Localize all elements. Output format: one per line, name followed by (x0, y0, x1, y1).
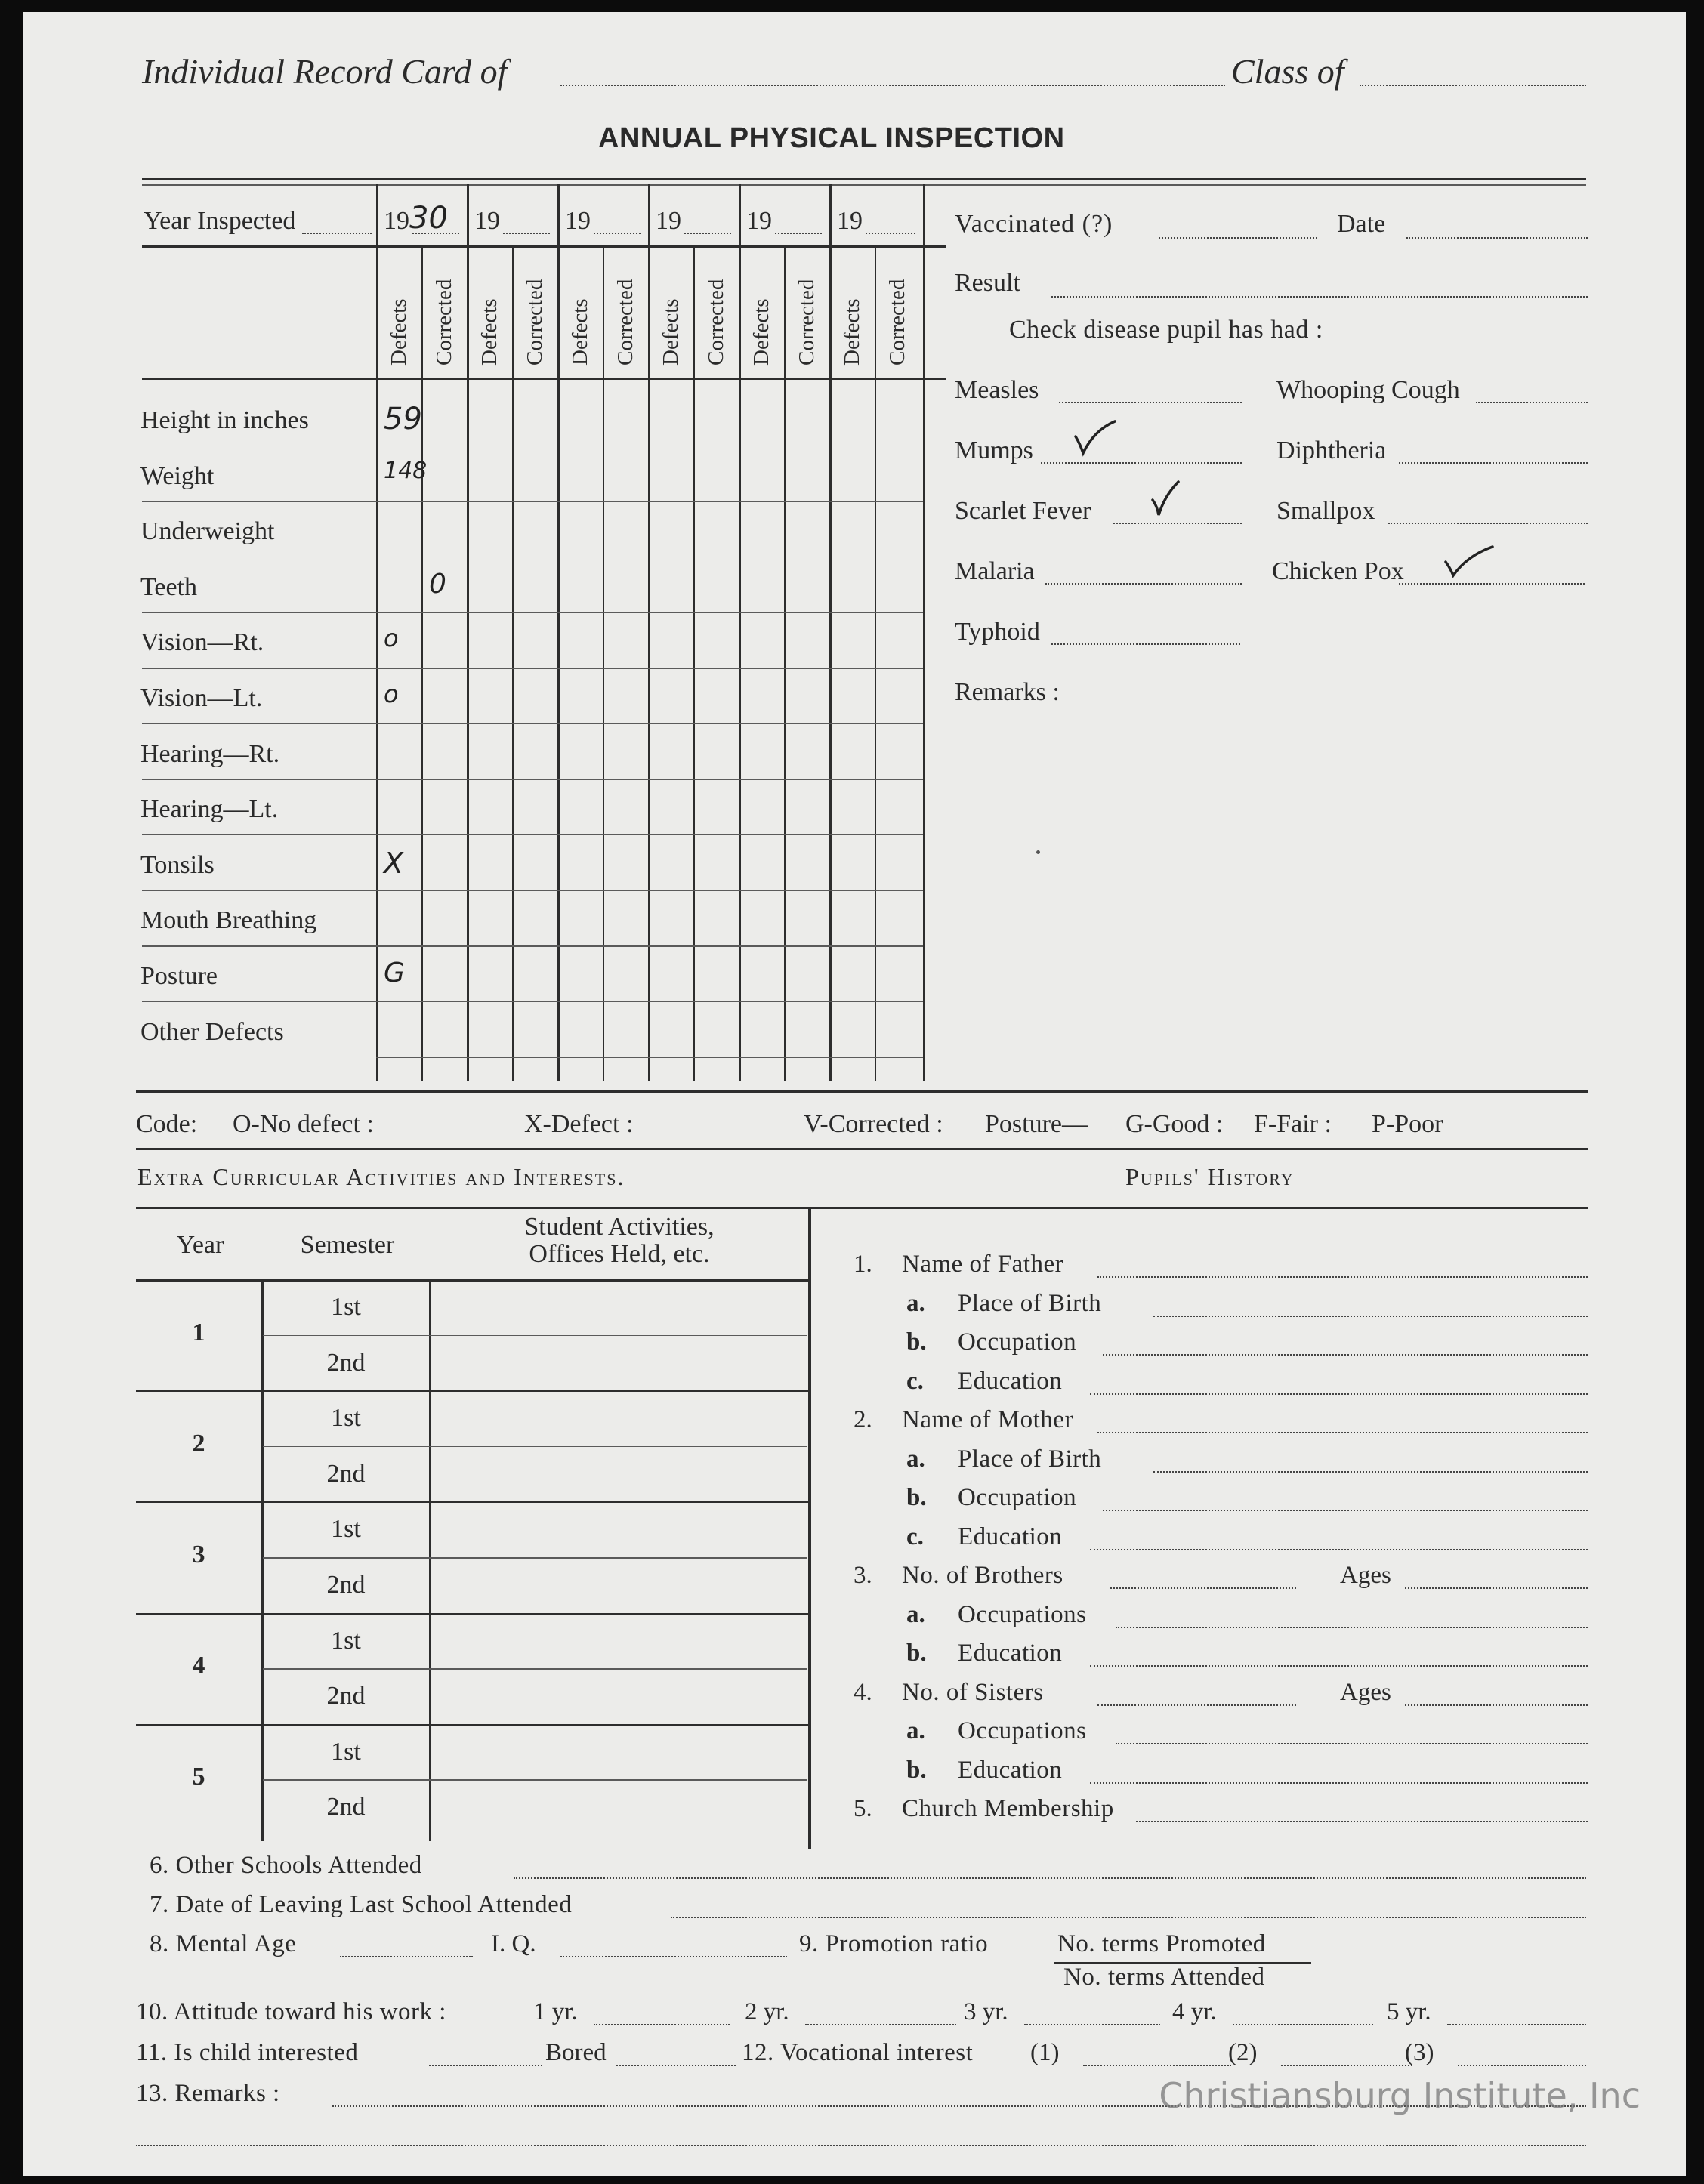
history-item-label: Occupation (958, 1328, 1077, 1356)
history-item-number: b. (906, 1484, 927, 1511)
semester-cell: 1st (331, 1626, 361, 1655)
activity-cell[interactable] (431, 1337, 807, 1390)
entry-teeth: 0 (429, 568, 446, 600)
semester-cell: 2nd (326, 1459, 366, 1488)
history-item-number: b. (906, 1640, 927, 1667)
history-item-number: 4. (854, 1678, 872, 1706)
year-2-cell: 2 (192, 1429, 205, 1458)
row-label-12: Other Defects (140, 1017, 284, 1046)
activities-column-header-2: Offices Held, etc. (529, 1240, 710, 1268)
history-item-label: Name of Father (902, 1251, 1064, 1278)
semester-cell: 1st (331, 1737, 361, 1766)
class-label: Class of (1231, 52, 1344, 91)
code-poor: P-Poor (1372, 1110, 1443, 1138)
watermark: Christiansburg Institute, Inc (1159, 2075, 1641, 2116)
year-column-header: Year (176, 1231, 224, 1259)
entry-height: 59 (384, 402, 422, 436)
q7-label: 7. Date of Leaving Last School Attended (150, 1891, 573, 1918)
semester-cell: 2nd (326, 1793, 366, 1822)
row-label-8: Hearing—Lt. (140, 795, 279, 824)
name-line[interactable] (560, 85, 1225, 86)
history-item-label: No. of Brothers (902, 1562, 1063, 1589)
history-item-line[interactable] (1136, 1821, 1588, 1822)
history-item-number: a. (906, 1717, 925, 1744)
chicken-pox-check-mark (1443, 545, 1496, 583)
year-1-cell: 1 (192, 1318, 205, 1346)
history-item-label: Education (958, 1367, 1063, 1395)
q11-label: 11. Is child interested (136, 2039, 359, 2066)
row-label-9: Tonsils (140, 850, 215, 879)
history-item-number: 2. (854, 1406, 872, 1433)
record-card (23, 12, 1686, 2176)
history-item-label: No. of Sisters (902, 1678, 1044, 1706)
attitude-yr5-label: 5 yr. (1387, 1998, 1431, 2025)
promotion-numerator: No. terms Promoted (1057, 1930, 1266, 1957)
remarks-line-2[interactable] (136, 2145, 1586, 2146)
vaccinated-line[interactable] (1159, 237, 1317, 239)
history-item-number: a. (906, 1600, 925, 1628)
q12-label: 12. Vocational interest (742, 2039, 974, 2066)
diphtheria-label: Diphtheria (1276, 436, 1387, 464)
history-item-label: Place of Birth (958, 1289, 1102, 1317)
attitude-yr5-line[interactable] (1447, 2024, 1586, 2025)
code-no-defect: O-No defect : (233, 1110, 374, 1138)
year-2-line[interactable] (503, 233, 550, 234)
row-label-3: Underweight (140, 517, 275, 546)
attitude-yr1-line[interactable] (594, 2024, 730, 2025)
history-item-label: Place of Birth (958, 1445, 1102, 1473)
defects-header-4: Defects (659, 298, 683, 366)
defects-header-2: Defects (477, 298, 502, 366)
code-corrected: V-Corrected : (804, 1110, 943, 1138)
history-item-label: Occupations (958, 1717, 1087, 1744)
extra-curricular-title: Extra Curricular Activities and Interests. (137, 1163, 625, 1190)
vocational-3-label: (3) (1405, 2039, 1434, 2066)
year-5-line[interactable] (775, 233, 822, 234)
code-good: G-Good : (1125, 1110, 1224, 1138)
attitude-yr1-label: 1 yr. (533, 1998, 578, 2025)
code-fair: F-Fair : (1254, 1110, 1332, 1138)
year-column-4: 19 (656, 207, 681, 235)
activity-cell[interactable] (431, 1503, 807, 1556)
year-column-3: 19 (565, 207, 591, 235)
attitude-yr2-label: 2 yr. (745, 1998, 789, 2025)
chicken-pox-label: Chicken Pox (1272, 557, 1404, 585)
history-item-label: Education (958, 1756, 1063, 1784)
row-label-5: Vision—Rt. (140, 628, 264, 657)
vocational-2-label: (2) (1228, 2039, 1258, 2066)
ages-line[interactable] (1405, 1704, 1588, 1706)
q9-label: 9. Promotion ratio (799, 1930, 989, 1957)
q10-label: 10. Attitude toward his work : (136, 1998, 446, 2025)
row-label-2: Weight (140, 461, 215, 490)
defects-header-1: Defects (387, 298, 411, 366)
history-item-label: Education (958, 1640, 1063, 1667)
semester-cell: 1st (331, 1293, 361, 1321)
history-item-number: a. (906, 1445, 925, 1473)
row-label-10: Mouth Breathing (140, 906, 317, 935)
mumps-check-mark (1073, 420, 1118, 458)
bored-label: Bored (545, 2039, 607, 2066)
vocational-1-label: (1) (1030, 2039, 1060, 2066)
activity-cell[interactable] (431, 1781, 807, 1834)
defects-header-5: Defects (749, 298, 773, 366)
history-item-line[interactable] (1103, 1510, 1588, 1511)
row-label-7: Hearing—Rt. (140, 739, 280, 768)
date-label: Date (1337, 210, 1386, 238)
attitude-yr3-line[interactable] (1024, 2024, 1160, 2025)
history-item-line[interactable] (1153, 1471, 1588, 1473)
check-disease-label: Check disease pupil has had : (1009, 316, 1323, 344)
q7-line[interactable] (671, 1917, 1586, 1918)
history-item-label: Occupation (958, 1484, 1077, 1511)
malaria-label: Malaria (955, 557, 1035, 585)
ages-label: Ages (1340, 1562, 1391, 1589)
interested-line[interactable] (429, 2065, 542, 2066)
q6-line[interactable] (514, 1877, 1586, 1879)
whooping-cough-label: Whooping Cough (1276, 376, 1460, 404)
history-item-number: b. (906, 1328, 927, 1356)
year-column-1: 19 (384, 207, 409, 235)
corrected-header-3: Corrected (613, 279, 637, 366)
scarlet-fever-check-mark (1148, 480, 1186, 518)
remarks-label: Remarks : (955, 678, 1060, 706)
history-item-line[interactable] (1103, 1354, 1588, 1356)
history-item-number: a. (906, 1289, 925, 1317)
history-item-label: Education (958, 1522, 1063, 1550)
history-item-line[interactable] (1090, 1782, 1588, 1784)
pupils-history-title: Pupils' History (1125, 1163, 1295, 1190)
history-item-line[interactable] (1110, 1587, 1296, 1589)
history-item-line[interactable] (1090, 1549, 1588, 1550)
iq-label: I. Q. (491, 1930, 536, 1957)
ages-label: Ages (1340, 1678, 1391, 1706)
entry-posture: G (384, 958, 405, 989)
semester-cell: 1st (331, 1404, 361, 1433)
history-item-line[interactable] (1153, 1316, 1588, 1317)
history-item-line[interactable] (1116, 1743, 1588, 1744)
year-column-2: 19 (474, 207, 500, 235)
row-label-1: Height in inches (140, 406, 309, 434)
history-item-label: Church Membership (902, 1795, 1114, 1822)
activity-cell[interactable] (431, 1392, 807, 1445)
attitude-yr3-label: 3 yr. (964, 1998, 1008, 2025)
activity-cell[interactable] (431, 1448, 807, 1501)
code-posture: Posture— (985, 1110, 1088, 1138)
entry-tonsils: X (384, 846, 404, 880)
history-item-label: Occupations (958, 1600, 1087, 1628)
result-line[interactable] (1051, 296, 1588, 298)
class-line[interactable] (1360, 85, 1586, 86)
row-label-4: Teeth (140, 572, 198, 601)
mental-age-line[interactable] (340, 1956, 473, 1957)
history-item-line[interactable] (1090, 1665, 1588, 1667)
history-item-number: c. (906, 1367, 924, 1395)
vocational-1-line[interactable] (1083, 2065, 1231, 2066)
attitude-yr4-line[interactable] (1233, 2024, 1373, 2025)
measles-label: Measles (955, 376, 1039, 404)
scarlet-fever-label: Scarlet Fever (955, 497, 1091, 525)
iq-line[interactable] (560, 1956, 787, 1957)
defects-header-6: Defects (840, 298, 864, 366)
activity-cell[interactable] (431, 1670, 807, 1723)
vaccinated-label: Vaccinated (?) (955, 210, 1113, 238)
history-item-line[interactable] (1097, 1276, 1588, 1278)
typhoid-label: Typhoid (955, 618, 1040, 646)
q8-label: 8. Mental Age (150, 1930, 297, 1957)
activity-cell[interactable] (431, 1559, 807, 1612)
year-5-cell: 5 (192, 1763, 205, 1791)
row-label-6: Vision—Lt. (140, 684, 263, 712)
activities-column-header-1: Student Activities, (524, 1213, 715, 1241)
year-6-line[interactable] (866, 233, 915, 234)
mumps-label: Mumps (955, 436, 1033, 464)
corrected-header-1: Corrected (432, 279, 456, 366)
attitude-yr2-line[interactable] (805, 2024, 956, 2025)
history-item-number: 3. (854, 1562, 872, 1589)
code-label: Code: (136, 1110, 198, 1138)
history-item-line[interactable] (1097, 1432, 1588, 1433)
vocational-2-line[interactable] (1281, 2065, 1412, 2066)
ages-line[interactable] (1405, 1587, 1588, 1589)
corrected-header-6: Corrected (885, 279, 909, 366)
activity-cell[interactable] (431, 1726, 807, 1778)
year-3-cell: 3 (192, 1541, 205, 1569)
entry-vision-rt: o (384, 624, 399, 653)
year-3-line[interactable] (594, 233, 641, 234)
corrected-header-2: Corrected (523, 279, 547, 366)
code-defect: X-Defect : (524, 1110, 634, 1138)
semester-column-header: Semester (300, 1231, 395, 1259)
semester-cell: 1st (331, 1515, 361, 1544)
history-item-number: b. (906, 1756, 927, 1784)
semester-cell: 2nd (326, 1682, 366, 1710)
corrected-header-4: Corrected (704, 279, 728, 366)
year-column-5: 19 (746, 207, 772, 235)
row-label-11: Posture (140, 962, 218, 990)
result-label: Result (955, 269, 1020, 297)
corrected-header-5: Corrected (795, 279, 819, 366)
bored-line[interactable] (616, 2065, 736, 2066)
activity-cell[interactable] (431, 1615, 807, 1667)
entry-vision-lt: o (384, 680, 399, 708)
history-item-line[interactable] (1097, 1704, 1296, 1706)
history-item-number: 1. (854, 1251, 872, 1278)
history-item-number: c. (906, 1522, 924, 1550)
activity-cell[interactable] (431, 1281, 807, 1334)
record-label: Individual Record Card of (142, 52, 508, 91)
entry-weight: 148 (384, 457, 428, 484)
year-inspected-label: Year Inspected (144, 207, 296, 235)
semester-cell: 2nd (326, 1571, 366, 1599)
q13-label: 13. Remarks : (136, 2080, 280, 2107)
attitude-yr4-label: 4 yr. (1172, 1998, 1217, 2025)
year-4-cell: 4 (192, 1652, 205, 1680)
year-handwritten: 30 (409, 201, 448, 236)
q6-label: 6. Other Schools Attended (150, 1852, 422, 1879)
defects-header-3: Defects (568, 298, 592, 366)
smallpox-label: Smallpox (1276, 497, 1375, 525)
history-item-line[interactable] (1090, 1393, 1588, 1395)
history-item-label: Name of Mother (902, 1406, 1073, 1433)
history-item-number: 5. (854, 1795, 872, 1822)
year-4-line[interactable] (684, 233, 731, 234)
history-item-line[interactable] (1116, 1627, 1588, 1628)
vocational-3-line[interactable] (1458, 2065, 1586, 2066)
date-line[interactable] (1406, 237, 1588, 239)
semester-cell: 2nd (326, 1348, 366, 1377)
page-title: ANNUAL PHYSICAL INSPECTION (598, 122, 1065, 154)
promotion-denominator: No. terms Attended (1063, 1963, 1265, 1991)
year-column-6: 19 (837, 207, 863, 235)
